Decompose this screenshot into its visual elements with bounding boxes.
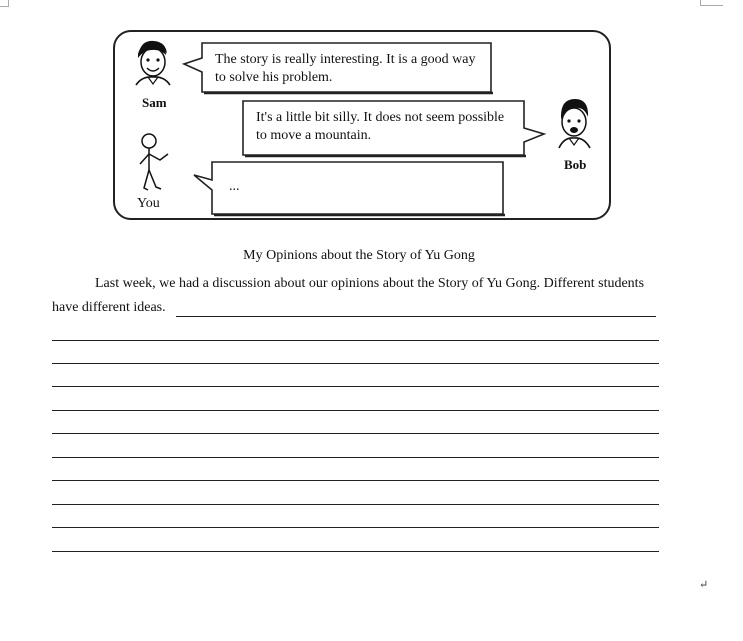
sam-line-2: to solve his problem. [215,70,333,85]
bob-avatar-icon [559,99,590,148]
you-speech-bubble [194,162,505,215]
bob-line-2: to move a mountain. [256,128,372,143]
writing-line[interactable] [52,340,659,341]
writing-line[interactable] [52,480,659,481]
writing-line[interactable] [52,386,659,387]
sam-line-1: The story is really interesting. It is a good way [215,52,476,67]
writing-line[interactable] [52,433,659,434]
writing-line[interactable] [52,527,659,528]
essay-title: My Opinions about the Story of Yu Gong [243,248,475,263]
writing-line[interactable] [52,551,659,552]
bob-line-1: It's a little bit silly. It does not seem possible [256,110,505,125]
sam-label: Sam [142,95,167,110]
you-stick-figure-icon [140,134,168,190]
essay-first-line: Last week, we had a discussion about our opinions about the Story of Yu Gong. Different students [95,276,645,291]
you-label: You [137,196,160,211]
paragraph-mark: ↵ [699,579,709,591]
sam-avatar-icon [136,41,170,85]
you-bubble-text[interactable]: ... [229,179,240,194]
writing-line[interactable] [52,363,659,364]
writing-line[interactable] [52,504,659,505]
bob-label: Bob [564,157,587,172]
essay-second-line: have different ideas. [52,300,166,315]
writing-line[interactable] [176,316,656,317]
writing-line[interactable] [52,457,659,458]
writing-line[interactable] [52,410,659,411]
